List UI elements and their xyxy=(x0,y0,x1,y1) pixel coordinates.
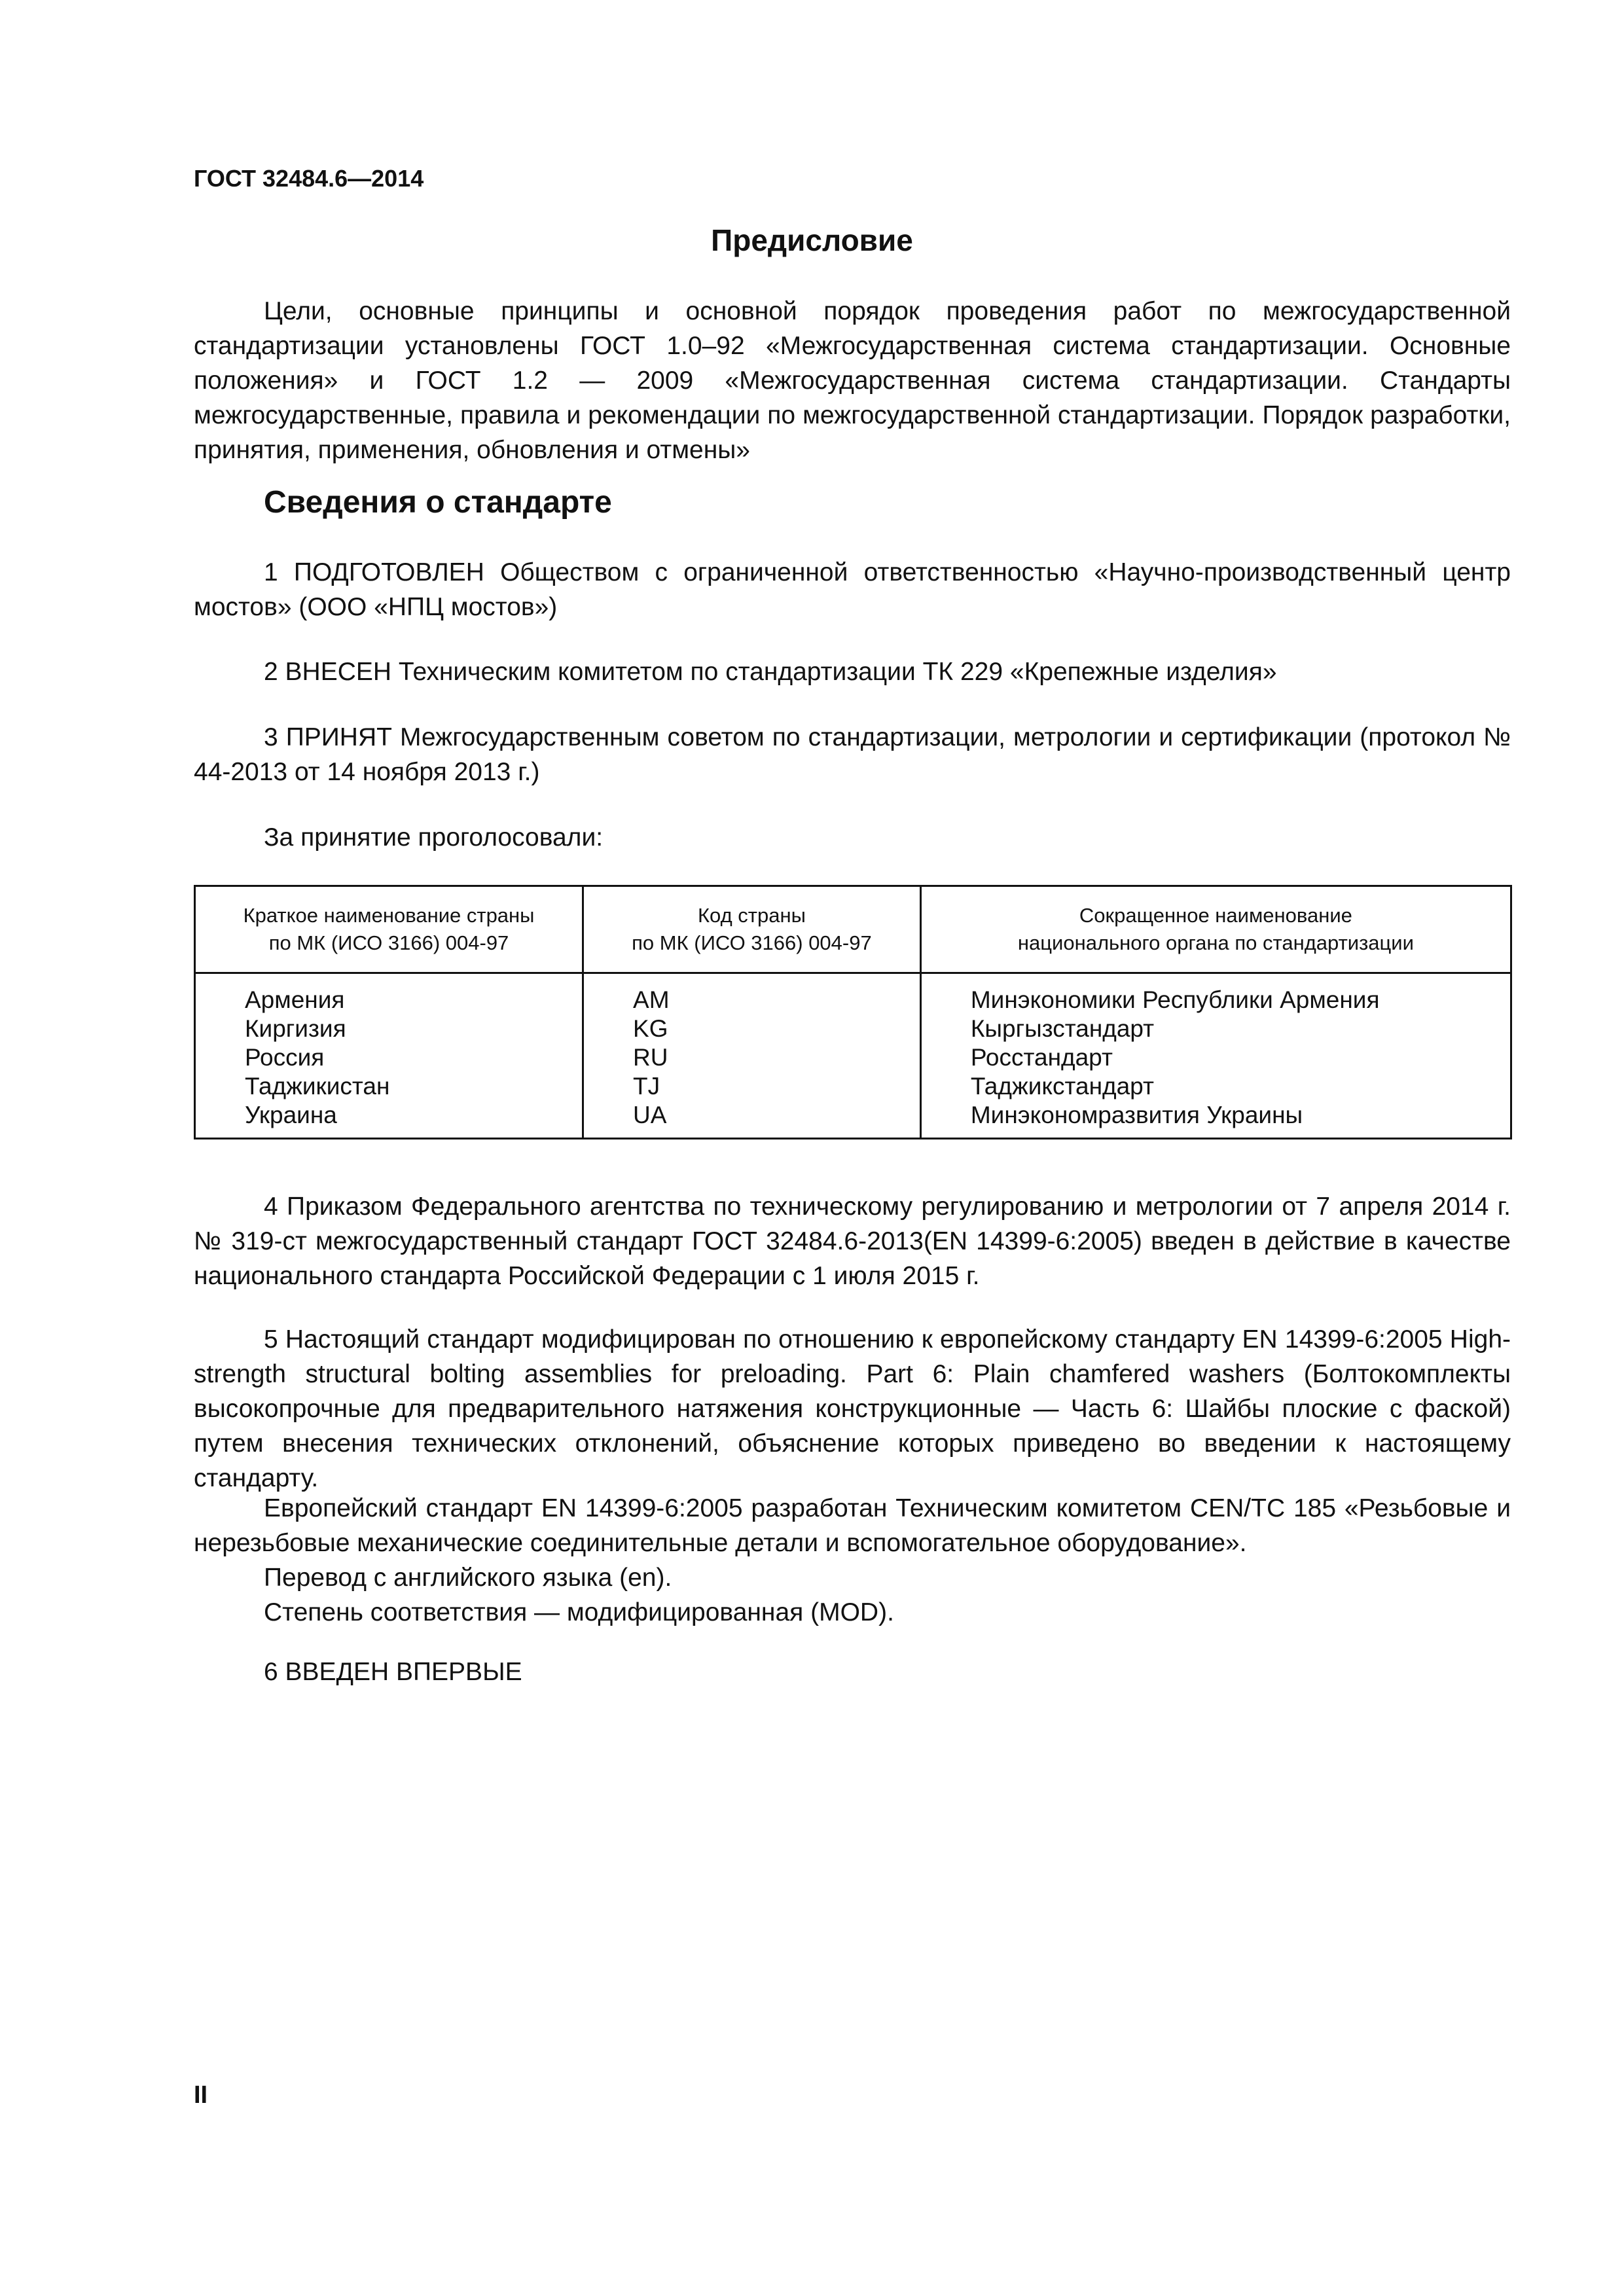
table-cell-body: Минэкономики Республики Армения xyxy=(970,986,1380,1013)
table-cell-country: Киргизия xyxy=(245,1015,346,1042)
header-line: Код страны xyxy=(697,904,806,927)
table-cell-code: RU xyxy=(633,1044,668,1071)
header-line: по МК (ИСО 3166) 004-97 xyxy=(632,931,872,954)
item-6-paragraph: 6 ВВЕДЕН ВПЕРВЫЕ xyxy=(264,1658,522,1686)
item-2-paragraph: 2 ВНЕСЕН Техническим комитетом по стандартизации ТК 229 «Крепежные изделия» xyxy=(264,658,1277,686)
intro-paragraph: Цели, основные принципы и основной порядок проведения работ по межгосударственной стандартизации установлены ГОСТ 1.0–92 «Межгосударственная система стандартизации. Основные положения» и ГОСТ 1.2 — 2009 «Межгосударственная система стандартизации. Стандарты межгосударственные, правила и рекомендации по межгосударственной стандартизации. Порядок разработки, принятия, применения, обновления и отмены» xyxy=(194,297,1511,464)
header-line: Краткое наименование страны xyxy=(243,904,535,927)
voting-table xyxy=(194,885,1512,1139)
body-column xyxy=(920,973,1511,1139)
table-cell-code: KG xyxy=(633,1015,668,1042)
item-5-european-standard: Европейский стандарт EN 14399-6:2005 разработан Техническим комитетом CEN/TC 185 «Резьбовые и нерезьбовые механические соединительные детали и вспомогательное оборудование». xyxy=(194,1494,1511,1557)
table-cell-country: Армения xyxy=(245,986,345,1013)
table-header-body xyxy=(920,886,1511,973)
table-body-row xyxy=(195,973,1511,1139)
section-subtitle: Сведения о стандарте xyxy=(264,485,612,520)
header-line: Сокращенное наименование xyxy=(1079,904,1352,927)
item-3-paragraph: 3 ПРИНЯТ Межгосударственным советом по стандартизации, метрологии и сертификации (протокол № 44-2013 от 14 ноября 2013 г.) xyxy=(194,723,1511,786)
table-cell-body: Кыргызстандарт xyxy=(970,1015,1155,1042)
table-header-country xyxy=(195,886,583,973)
table-cell-country: Таджикистан xyxy=(245,1073,390,1100)
table-cell-body: Росстандарт xyxy=(970,1044,1113,1071)
table-cell-code: TJ xyxy=(633,1073,660,1100)
item-5-degree: Степень соответствия — модифицированная (MOD). xyxy=(264,1598,894,1626)
table-cell-country: Россия xyxy=(245,1044,325,1071)
item-4-paragraph: 4 Приказом Федерального агентства по техническому регулированию и метрологии от 7 апреля 2014 г. № 319-ст межгосударственный стандарт ГОСТ 32484.6-2013(EN 14399-6:2005) введен в действие в качестве национального стандарта Российской Федерации с 1 июля 2015 г. xyxy=(194,1193,1511,1290)
header-line: по МК (ИСО 3166) 004-97 xyxy=(268,931,509,954)
table-cell-body: Минэкономразвития Украины xyxy=(970,1102,1303,1128)
item-1-paragraph: 1 ПОДГОТОВЛЕН Обществом с ограниченной ответственностью «Научно-производственный центр мостов» (ООО «НПЦ мостов») xyxy=(194,558,1511,621)
vote-intro: За принятие проголосовали: xyxy=(264,823,604,852)
table-header-row xyxy=(195,886,1511,973)
table-cell-code: AM xyxy=(633,986,670,1013)
table-cell-code: UA xyxy=(633,1102,667,1128)
table-cell-country: Украина xyxy=(245,1102,337,1128)
code-column xyxy=(583,973,921,1139)
page-title: Предисловие xyxy=(711,223,913,257)
table-header-code xyxy=(583,886,921,973)
document-header: ГОСТ 32484.6—2014 xyxy=(194,165,424,192)
country-column xyxy=(195,973,583,1139)
item-5-translation: Перевод с английского языка (en). xyxy=(264,1564,672,1592)
table-cell-body: Таджикстандарт xyxy=(970,1073,1154,1100)
page-number: II xyxy=(194,2081,208,2109)
item-5-paragraph: 5 Настоящий стандарт модифицирован по отношению к европейскому стандарту EN 14399-6:2005 High-strength structural bolting assemblies for preloading. Part 6: Plain chamfered washers (Болтокомплекты высокопрочные для предварительного натяжения конструкционные — Часть 6: Шайбы плоские с фаской) путем внесения технических отклонений, объяснение которых приведено во введении к настоящему стандарту. xyxy=(194,1325,1511,1492)
header-line: национального органа по стандартизации xyxy=(1017,931,1414,954)
